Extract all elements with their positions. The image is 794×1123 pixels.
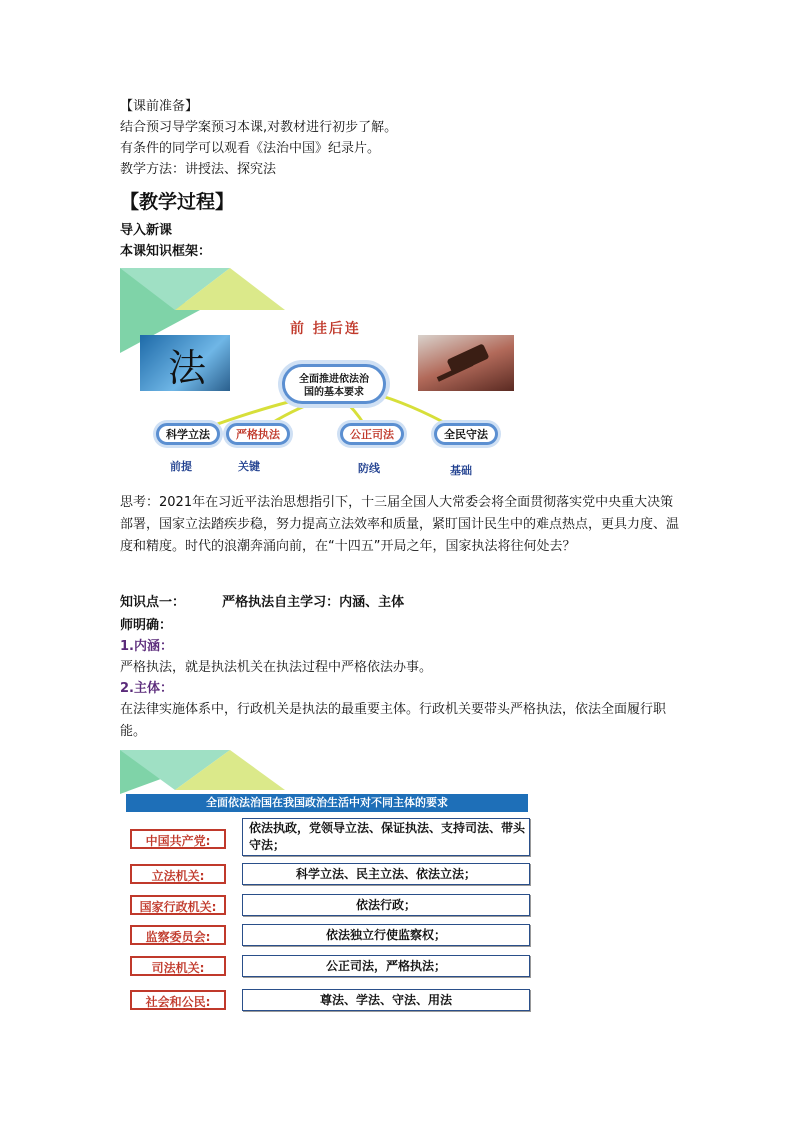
kp1-label: 知识点一： — [120, 595, 186, 610]
row-label-party: 中国共产党: — [130, 829, 226, 849]
node-legislation: 科学立法 — [156, 423, 220, 445]
sub-legislation: 前提 — [170, 460, 192, 473]
framework-label: 本课知识框架： — [120, 244, 212, 259]
prep-line-1: 结合预习导学案预习本课,对教材进行初步了解。 — [120, 120, 398, 135]
framework-center-node — [282, 364, 386, 404]
node-justice: 公正司法 — [340, 423, 404, 445]
row-value-legislature: 科学立法、民主立法、依法立法； — [242, 863, 530, 885]
row-label-citizens: 社会和公民: — [130, 990, 226, 1010]
sub-enforcement: 关键 — [238, 460, 260, 473]
framework-title: 前 挂后连 — [290, 321, 361, 337]
row-label-legislature: 立法机关: — [130, 864, 226, 884]
prep-heading: 【课前准备】 — [120, 99, 199, 114]
table-decoration — [120, 750, 540, 794]
row-value-party: 依法执政，党领导立法、保证执法、支持司法、带头守法； — [242, 818, 530, 856]
definition-label: 1.内涵： — [120, 639, 173, 654]
gavel-image — [418, 335, 514, 391]
node-enforcement: 严格执法 — [226, 423, 290, 445]
subject-text: 在法律实施体系中，行政机关是执法的最重要主体。行政机关要带头严格执法，依法全面履行职能。 — [120, 702, 667, 739]
knowledge-point-1 — [120, 593, 404, 613]
row-value-citizens: 尊法、学法、守法、用法 — [242, 989, 530, 1011]
requirements-diagram — [120, 750, 540, 1020]
subject-label: 2.主体： — [120, 681, 173, 696]
process-heading: 【教学过程】 — [120, 191, 235, 213]
row-label-administration: 国家行政机关: — [130, 895, 226, 915]
teacher-clarify: 师明确： — [120, 618, 173, 633]
prep-line-3: 教学方法：讲授法、探究法 — [120, 162, 277, 177]
kp1-title: 严格执法自主学习：内涵、主体 — [222, 595, 405, 610]
row-value-supervision: 依法独立行使监察权； — [242, 924, 530, 946]
row-value-administration: 依法行政； — [242, 894, 530, 916]
row-label-supervision: 监察委员会: — [130, 925, 226, 945]
think-paragraph: 思考：2021年在习近平法治思想指引下，十三届全国人大常委会将全面贯彻落实党中央重大决策部署，国家立法踏疾步稳，努力提高立法效率和质量，紧盯国计民生中的难点热点，更具力度、温度和精度。时代的浪潮奔涌向前，在“十四五”开局之年，国家执法将往何处去？ — [120, 495, 680, 554]
center-line-2: 国的基本要求 — [304, 387, 364, 398]
node-law-abiding: 全民守法 — [434, 423, 498, 445]
prep-line-2: 有条件的同学可以观看《法治中国》纪录片。 — [120, 141, 381, 156]
intro-heading: 导入新课 — [120, 223, 173, 238]
knowledge-framework-diagram — [120, 268, 520, 478]
requirements-title: 全面依法治国在我国政治生活中对不同主体的要求 — [126, 794, 528, 812]
sub-law-abiding: 基础 — [450, 464, 472, 477]
row-value-judiciary: 公正司法，严格执法； — [242, 955, 530, 977]
sub-justice: 防线 — [358, 462, 380, 475]
center-line-1: 全面推进依法治 — [299, 374, 369, 385]
definition-text: 严格执法，就是执法机关在执法过程中严格依法办事。 — [120, 660, 433, 675]
law-character: 法 — [168, 346, 207, 390]
law-scale-image — [140, 335, 230, 391]
row-label-judiciary: 司法机关: — [130, 956, 226, 976]
